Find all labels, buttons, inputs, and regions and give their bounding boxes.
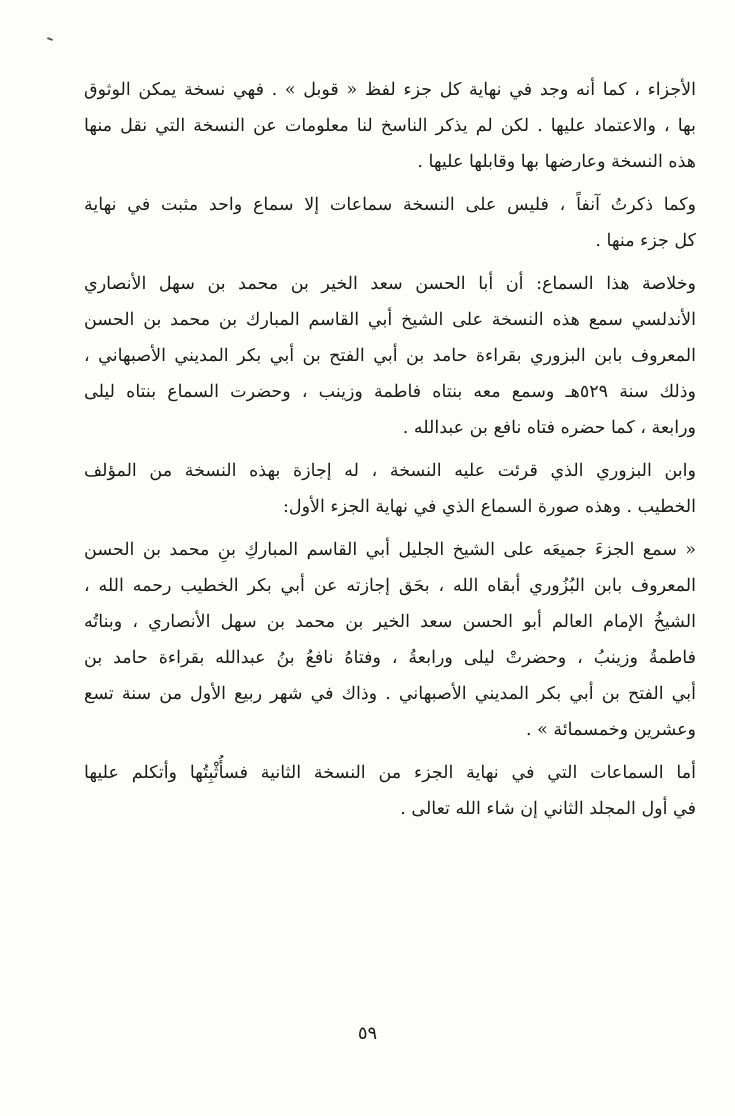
text-line: أبي الفتح بن أبي بكر المديني الأصبهاني . وذاك في شهر ربيع الأول من سنة تسع: [84, 684, 696, 704]
text-line: المعروف بابن البُزُوري أبقاه الله ، بحَق إجازته عن أبي بكر الخطيب رحمه الله ،: [84, 576, 696, 596]
scan-speck: [47, 37, 53, 41]
text-line: في أول المجلد الثاني إن شاء الله تعالى .: [400, 799, 696, 819]
paragraph-hearing-quote: [84, 532, 696, 748]
text-line: الأندلسي سمع هذه النسخة على الشيخ أبي القاسم المبارك بن محمد بن الحسن: [84, 310, 696, 330]
page-number: ٥٩: [357, 1023, 378, 1044]
paragraph-license: [84, 453, 696, 525]
text-line: هذه النسخة وعارضها بها وقابلها عليها .: [417, 152, 696, 172]
text-line: الأجزاء ، كما أنه وجد في نهاية كل جزء لفظ « قوبل » . فهي نسخة يمكن الوثوق: [84, 80, 696, 100]
text-line: الخطيب . وهذه صورة السماع الذي في نهاية الجزء الأول:: [282, 497, 696, 517]
text-line: المعروف بابن البزوري بقراءة حامد بن أبي الفتح بن أبي بكر المديني الأصبهاني ،: [84, 346, 696, 366]
text-line: بها ، والاعتماد عليها . لكن لم يذكر الناسخ لنا معلومات عن النسخة التي نقل منها: [84, 116, 696, 136]
text-line: فاطمةُ وزينبُ ، وحضرتْ ليلى ورابعةُ ، وفتاهُ نافعُ بنُ عبدالله بقراءة حامد بن: [84, 648, 696, 668]
text-line: وذلك سنة ٥٢٩هـ وسمع معه بنتاه فاطمة وزينب ، وحضرت السماع بنتاه ليلى: [84, 382, 696, 402]
paragraph-second-copy: [84, 755, 696, 827]
body-text: [84, 72, 696, 834]
text-line: وعشرين وخمسمائة » .: [525, 720, 696, 740]
text-line: وخلاصة هذا السماع: أن أبا الحسن سعد الخير بن محمد بن سهل الأنصاري: [84, 274, 696, 294]
paragraph-single-hearing: [84, 187, 696, 259]
text-line: ورابعة ، كما حضره فتاه نافع بن عبدالله .: [402, 418, 696, 438]
paragraph-manuscript-reliability: [84, 72, 696, 180]
paragraph-hearing-summary: [84, 266, 696, 446]
text-line: وكما ذكرتُ آنفاً ، فليس على النسخة سماعات إلا سماع واحد مثبت في نهاية: [84, 195, 696, 215]
text-line: أما السماعات التي في نهاية الجزء من النسخة الثانية فسأُثْبِتُها وأتكلم عليها: [84, 763, 696, 783]
text-line: « سمع الجزءَ جميعَه على الشيخ الجليل أبي القاسم المباركِ بنِ محمد بن الحسن: [84, 540, 696, 560]
text-line: وابن البزوري الذي قرئت عليه النسخة ، له إجازة بهذه النسخة من المؤلف: [84, 461, 696, 481]
text-line: كل جزء منها .: [595, 231, 696, 251]
text-line: الشيخُ الإمام العالم أبو الحسن سعد الخير بن محمد بن سهل الأنصاري ، وبناتُه: [84, 612, 696, 632]
